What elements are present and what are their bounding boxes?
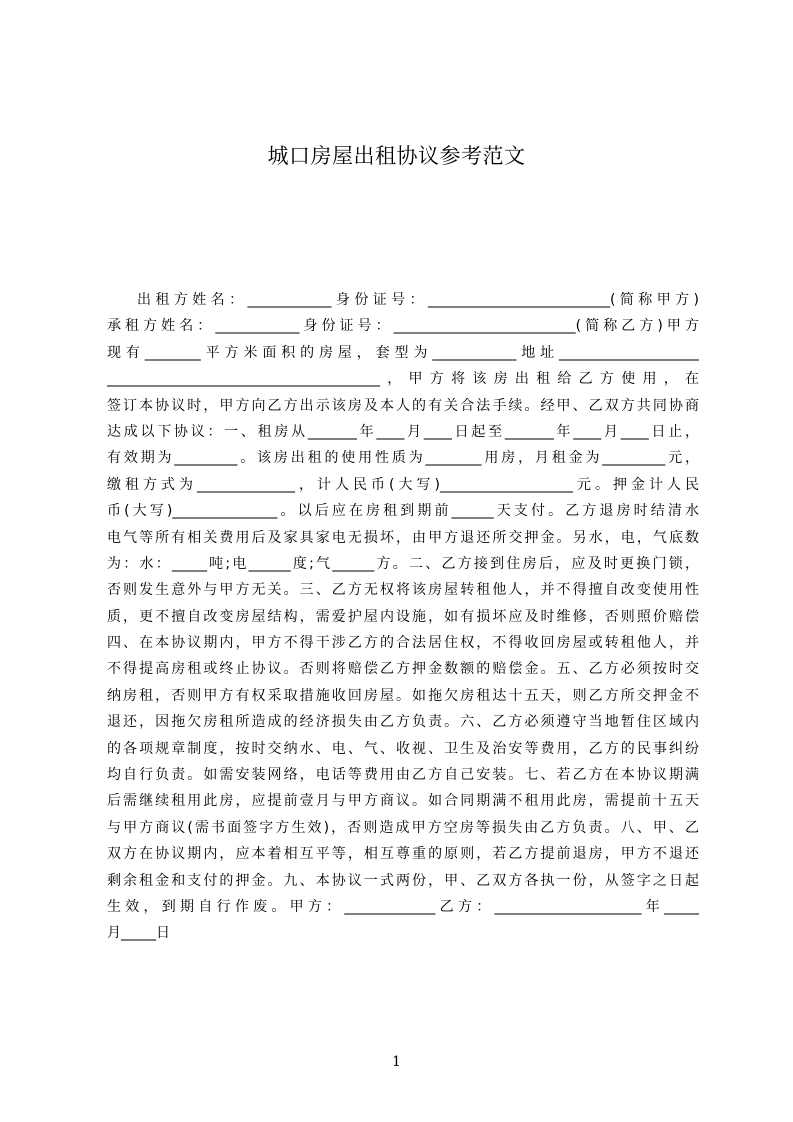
body-line-6: 达成以下协议：一、租房从_______年____月____日起至_______年____月____日止， [107,423,699,440]
body-line-5: 签订本协议时，甲方向乙方出示该房及本人的有关合法手续。经甲、乙双方共同协商 [107,397,699,414]
body-line-21: 与甲方商议(需书面签字方生效)，否则造成甲方空房等损失由乙方负责。八、甲、乙 [107,819,699,836]
body-line-19: 均自行负责。如需安装网络，电话等费用由乙方自己安装。七、若乙方在本协议期满 [107,767,699,784]
body-line-17: 退还，因拖欠房租所造成的经济损失由乙方负责。六、乙方必须遵守当地暂住区域内 [107,714,699,731]
body-line-4: _______________________________________，甲方将该房出租给乙方使用，在 [107,371,699,388]
body-line-22: 双方在协议期内，应本着相互平等，相互尊重的原则，若乙方提前退房，甲方不退还 [107,846,699,863]
page-number: 1 [392,1054,401,1070]
body-line-14: 四、在本协议期内，甲方不得干涉乙方的合法居住权，不得收回房屋或转租他人，并 [107,635,699,652]
body-line-18: 的各项规章制度，按时交纳水、电、气、收视、卫生及治安等费用，乙方的民事纠纷 [107,740,699,757]
body-line-13: 质，更不擅自改变房屋结构，需爱护屋内设施，如有损坏应及时维修，否则照价赔偿 [107,608,699,625]
body-line-15: 不得提高房租或终止协议。否则将赔偿乙方押金数额的赔偿金。五、乙方必须按时交 [107,661,699,678]
body-line-7: 有效期为_________。该房出租的使用性质为________用房，月租金为_________元， [107,450,699,467]
body-line-16: 纳房租，否则甲方有权采取措施收回房屋。如拖欠房租达十五天，则乙方所交押金不 [107,687,699,704]
document-title: 城口房屋出租协议参考范文 [267,144,526,168]
body-line-10: 电气等所有相关费用后及家具家电无损坏，由甲方退还所交押金。另水，电，气底数 [107,529,699,546]
body-line-2: 承租方姓名：____________身份证号：__________________________(简称乙方)甲方 [107,318,699,335]
body-line-8: 缴租方式为______________，计人民币(大写)___________________元。押金计人民 [107,476,699,493]
body-line-9: 币(大写)_______________。以后应在房租到期前______天支付。乙方退房时结清水 [107,503,699,520]
body-line-11: 为：水：_____吨;电______度;气______方。二、乙方接到住房后，应及时更换门锁， [107,555,699,572]
body-line-25: 月_____日 [107,925,170,942]
body-line-1: 出租方姓名：____________身份证号：__________________________(简称甲方) [137,292,699,308]
document-body [107,287,699,947]
body-line-23: 剩余租金和支付的押金。九、本协议一式两份，甲、乙双方各执一份，从签字之日起 [107,872,699,889]
body-line-12: 否则发生意外与甲方无关。三、乙方无权将该房屋转租他人，并不得擅自改变使用性 [107,582,699,599]
body-line-24: 生效，到期自行作废。甲方：_____________乙方：_____________________年_____ [107,898,699,915]
body-line-20: 后需继续租用此房，应提前壹月与甲方商议。如合同期满不租用此房，需提前十五天 [107,793,699,810]
body-line-3: 现有________平方米面积的房屋，套型为____________地址____________________ [107,344,699,361]
